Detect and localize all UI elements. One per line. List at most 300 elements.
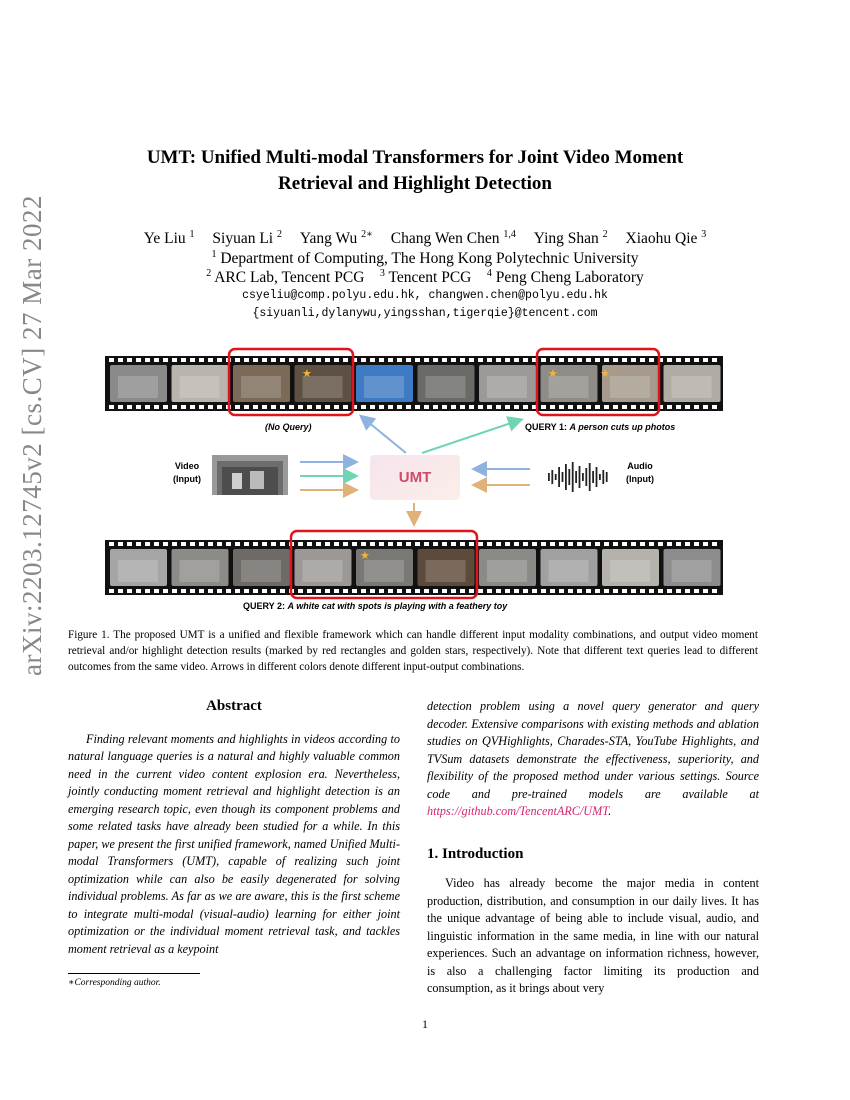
arrow-green-up xyxy=(422,420,520,453)
film-hole xyxy=(415,405,420,409)
star-icon: ★ xyxy=(360,550,370,562)
film-frame-detail xyxy=(180,376,220,398)
film-hole xyxy=(406,542,411,546)
film-hole xyxy=(694,405,699,409)
film-hole xyxy=(523,405,528,409)
footnote: ∗Corresponding author. xyxy=(68,978,161,988)
film-hole xyxy=(487,358,492,362)
film-hole xyxy=(118,405,123,409)
film-hole xyxy=(685,542,690,546)
film-hole xyxy=(109,542,114,546)
film-hole xyxy=(199,405,204,409)
film-frame-detail xyxy=(672,560,712,582)
film-hole xyxy=(676,589,681,593)
film-hole xyxy=(469,358,474,362)
film-hole xyxy=(550,589,555,593)
film-hole xyxy=(433,542,438,546)
author: Xiaohu Qie $^3$ xyxy=(625,229,707,248)
waveform-bar xyxy=(596,467,598,487)
film-hole xyxy=(253,542,258,546)
film-hole xyxy=(577,405,582,409)
film-hole xyxy=(568,589,573,593)
film-hole xyxy=(613,542,618,546)
film-hole xyxy=(352,542,357,546)
film-hole xyxy=(424,405,429,409)
film-hole xyxy=(496,405,501,409)
film-hole xyxy=(622,589,627,593)
film-hole xyxy=(685,589,690,593)
film-hole xyxy=(199,542,204,546)
film-hole xyxy=(424,542,429,546)
film-hole xyxy=(370,405,375,409)
film-frame-detail xyxy=(487,560,527,582)
film-hole xyxy=(262,358,267,362)
title-line-1: UMT: Unified Multi-modal Transformers for Joint Video Moment xyxy=(146,147,684,168)
film-hole xyxy=(523,589,528,593)
film-hole xyxy=(532,589,537,593)
waveform-bar xyxy=(558,467,560,487)
film-frame-detail xyxy=(672,376,712,398)
film-hole xyxy=(415,358,420,362)
film-hole xyxy=(145,589,150,593)
film-hole xyxy=(298,589,303,593)
film-hole xyxy=(595,589,600,593)
film-hole xyxy=(586,542,591,546)
film-hole xyxy=(298,358,303,362)
film-hole xyxy=(136,542,141,546)
film-hole xyxy=(163,589,168,593)
film-hole xyxy=(514,358,519,362)
waveform-bar xyxy=(551,470,553,484)
audio-waveform-icon xyxy=(548,462,608,492)
film-hole xyxy=(532,542,537,546)
film-hole xyxy=(478,542,483,546)
film-hole xyxy=(361,358,366,362)
film-hole xyxy=(640,589,645,593)
film-hole xyxy=(316,405,321,409)
film-hole xyxy=(145,358,150,362)
film-hole xyxy=(640,358,645,362)
film-hole xyxy=(298,542,303,546)
film-hole xyxy=(280,358,285,362)
film-hole xyxy=(541,542,546,546)
film-hole xyxy=(604,542,609,546)
film-hole xyxy=(442,358,447,362)
waveform-bar xyxy=(568,469,570,485)
film-hole xyxy=(280,405,285,409)
star-icon: ★ xyxy=(600,368,610,380)
film-hole xyxy=(559,358,564,362)
right-column xyxy=(427,698,759,998)
film-hole xyxy=(217,405,222,409)
film-hole xyxy=(244,542,249,546)
film-hole xyxy=(694,589,699,593)
film-hole xyxy=(343,358,348,362)
film-hole xyxy=(253,405,258,409)
film-hole xyxy=(496,358,501,362)
star-icon: ★ xyxy=(548,368,558,380)
film-hole xyxy=(316,542,321,546)
film-hole xyxy=(550,358,555,362)
affiliation-1: $^1$ Department of Computing, The Hong Kong Polytechnic University xyxy=(211,249,639,268)
film-hole xyxy=(118,542,123,546)
film-hole xyxy=(352,589,357,593)
film-hole xyxy=(451,405,456,409)
film-hole xyxy=(523,358,528,362)
film-hole xyxy=(136,358,141,362)
film-hole xyxy=(163,405,168,409)
author: Ying Shan $^2$ xyxy=(533,229,608,248)
film-hole xyxy=(478,405,483,409)
film-hole xyxy=(712,589,717,593)
film-hole xyxy=(613,358,618,362)
paper-title xyxy=(60,145,770,197)
film-hole xyxy=(550,542,555,546)
film-hole xyxy=(631,589,636,593)
film-hole xyxy=(478,589,483,593)
film-hole xyxy=(118,358,123,362)
film-hole xyxy=(343,405,348,409)
film-hole xyxy=(127,542,132,546)
film-hole xyxy=(271,589,276,593)
film-hole xyxy=(253,589,258,593)
film-hole xyxy=(694,358,699,362)
film-hole xyxy=(406,358,411,362)
film-hole xyxy=(406,405,411,409)
film-hole xyxy=(307,358,312,362)
film-hole xyxy=(361,589,366,593)
email-line-2: {siyuanli,dylanywu,yingsshan,tigerqie}@tencent.com xyxy=(252,307,598,320)
film-hole xyxy=(703,589,708,593)
film-hole xyxy=(127,405,132,409)
figure-caption: Figure 1. The proposed UMT is a unified and flexible framework which can handle different input modality combinations, and output video moment retrieval and/or highlight detection results (marked by red rectangles and golden stars, respectively). Note that different text queries lead to different outcomes from the same video. Arrows in different colors denote different input-output combinations. xyxy=(68,629,758,673)
film-hole xyxy=(397,358,402,362)
film-frame-detail xyxy=(241,560,281,582)
film-hole xyxy=(676,358,681,362)
film-hole xyxy=(559,405,564,409)
film-hole xyxy=(397,589,402,593)
film-hole xyxy=(181,589,186,593)
film-hole xyxy=(136,589,141,593)
film-hole xyxy=(685,358,690,362)
film-hole xyxy=(649,405,654,409)
film-hole xyxy=(190,358,195,362)
arrow-blue-up xyxy=(362,417,406,453)
waveform-bar xyxy=(565,464,567,490)
film-hole xyxy=(424,589,429,593)
film-hole xyxy=(262,589,267,593)
abstract-text: Finding relevant moments and highlights in videos according to natural language queries is a natural and highly valuable common need in the current video content explosion era. Nevertheless, jointly conducting moment retrieval and highlight detection is an emerging research topic, even though its component problems and some related tasks have already been studied for a while. In this paper, we present the first unified framework, named Unified Multi-modal Transformers (UMT), capable of realizing such joint optimization while can also be easily degenerated for solving individual problems. As far as we are aware, this is the first scheme to integrate multi-modal (visual-audio) learning for either joint optimization or the individual moment retrieval task, and tackles moment retrieval as a keypoint xyxy=(68,731,400,956)
film-frame-detail xyxy=(549,560,589,582)
film-hole xyxy=(388,542,393,546)
film-hole xyxy=(154,358,159,362)
film-hole xyxy=(577,589,582,593)
film-frame-detail xyxy=(610,560,650,582)
film-hole xyxy=(685,405,690,409)
film-hole xyxy=(190,405,195,409)
film-hole xyxy=(487,589,492,593)
film-hole xyxy=(181,358,186,362)
film-hole xyxy=(370,589,375,593)
film-hole xyxy=(172,589,177,593)
film-hole xyxy=(514,589,519,593)
film-frame-detail xyxy=(303,560,343,582)
film-hole xyxy=(559,542,564,546)
film-hole xyxy=(199,589,204,593)
film-hole xyxy=(658,589,663,593)
film-hole xyxy=(622,542,627,546)
film-hole xyxy=(262,542,267,546)
film-hole xyxy=(244,405,249,409)
star-icon: ★ xyxy=(302,368,312,380)
film-frame-detail xyxy=(487,376,527,398)
film-hole xyxy=(370,542,375,546)
waveform-bar xyxy=(555,474,557,480)
film-hole xyxy=(361,405,366,409)
film-hole xyxy=(316,358,321,362)
film-hole xyxy=(235,542,240,546)
abstract-continued: detection problem using a novel query generator and query decoder. Extensive comparisons with existing methods and ablation studies on QVHighlights, Charades-STA, YouTube Highlights, and TVSum datasets demonstrate the effectiveness, superiority, and flexibility of the proposed method under various settings. Source code and pre-trained models are available at https://github.com/TencentARC/UMT. xyxy=(427,699,759,818)
film-hole xyxy=(442,589,447,593)
film-hole xyxy=(145,542,150,546)
film-hole xyxy=(226,542,231,546)
film-hole xyxy=(334,589,339,593)
film-hole xyxy=(271,358,276,362)
video-input-label: (Input) xyxy=(173,474,201,484)
film-hole xyxy=(154,589,159,593)
video-thumbnail xyxy=(212,455,288,495)
film-hole xyxy=(217,589,222,593)
film-hole xyxy=(208,405,213,409)
waveform-bar xyxy=(562,472,564,482)
page-number: 1 xyxy=(422,1017,428,1031)
film-frame-detail xyxy=(241,376,281,398)
film-hole xyxy=(145,405,150,409)
film-hole xyxy=(676,405,681,409)
film-hole xyxy=(379,542,384,546)
film-hole xyxy=(631,542,636,546)
affiliation-2: $^2$ ARC Lab, Tencent PCG $^3$ Tencent PCG $^4$ Peng Cheng Laboratory xyxy=(206,268,644,287)
no-query-label: (No Query) xyxy=(265,422,312,432)
film-hole xyxy=(136,405,141,409)
film-hole xyxy=(568,358,573,362)
film-hole xyxy=(280,589,285,593)
film-hole xyxy=(217,542,222,546)
film-hole xyxy=(703,542,708,546)
film-hole xyxy=(181,542,186,546)
abstract-heading: Abstract xyxy=(206,698,262,714)
film-hole xyxy=(604,358,609,362)
film-hole xyxy=(370,358,375,362)
author: Chang Wen Chen $^{1,4}$ xyxy=(390,229,516,248)
film-hole xyxy=(703,358,708,362)
film-hole xyxy=(523,542,528,546)
waveform-bar xyxy=(599,474,601,480)
film-hole xyxy=(541,358,546,362)
film-hole xyxy=(307,589,312,593)
abstract-section xyxy=(68,698,400,958)
film-hole xyxy=(595,358,600,362)
audio-label: Audio xyxy=(627,461,653,471)
film-hole xyxy=(703,405,708,409)
film-hole xyxy=(478,358,483,362)
film-hole xyxy=(217,358,222,362)
film-hole xyxy=(109,405,114,409)
film-hole xyxy=(163,542,168,546)
film-hole xyxy=(190,542,195,546)
film-hole xyxy=(568,542,573,546)
film-hole xyxy=(640,542,645,546)
film-strip-top xyxy=(105,356,723,411)
film-hole xyxy=(415,542,420,546)
film-hole xyxy=(694,542,699,546)
film-hole xyxy=(415,589,420,593)
film-hole xyxy=(559,589,564,593)
film-hole xyxy=(649,589,654,593)
film-hole xyxy=(505,589,510,593)
waveform-bar xyxy=(589,463,591,491)
waveform-bar xyxy=(579,466,581,488)
film-hole xyxy=(190,589,195,593)
waveform-bar xyxy=(575,471,577,483)
author: Yang Wu $^{2∗}$ xyxy=(299,229,373,248)
film-hole xyxy=(577,358,582,362)
film-hole xyxy=(379,405,384,409)
email-line-1: csyeliu@comp.polyu.edu.hk, changwen.chen@polyu.edu.hk xyxy=(242,289,608,302)
waveform-bar xyxy=(548,473,550,481)
author: Ye Liu $^1$ xyxy=(143,229,195,248)
waveform-bar xyxy=(602,470,604,484)
code-link[interactable]: https://github.com/TencentARC/UMT xyxy=(427,804,609,818)
film-hole xyxy=(631,405,636,409)
author: Siyuan Li $^2$ xyxy=(212,229,282,248)
film-hole xyxy=(127,358,132,362)
film-hole xyxy=(469,405,474,409)
film-hole xyxy=(127,589,132,593)
film-hole xyxy=(514,542,519,546)
film-hole xyxy=(262,405,267,409)
film-hole xyxy=(118,589,123,593)
film-hole xyxy=(289,405,294,409)
film-hole xyxy=(712,405,717,409)
film-strip-bottom xyxy=(105,540,723,595)
film-hole xyxy=(316,589,321,593)
film-hole xyxy=(649,358,654,362)
film-hole xyxy=(271,542,276,546)
film-hole xyxy=(208,542,213,546)
film-hole xyxy=(460,358,465,362)
film-hole xyxy=(379,589,384,593)
film-hole xyxy=(334,542,339,546)
film-hole xyxy=(253,358,258,362)
film-hole xyxy=(640,405,645,409)
film-hole xyxy=(541,405,546,409)
film-hole xyxy=(667,542,672,546)
film-hole xyxy=(397,405,402,409)
film-hole xyxy=(577,542,582,546)
film-hole xyxy=(514,405,519,409)
film-hole xyxy=(334,358,339,362)
film-hole xyxy=(343,542,348,546)
film-hole xyxy=(622,358,627,362)
film-hole xyxy=(541,589,546,593)
film-hole xyxy=(163,358,168,362)
film-hole xyxy=(586,358,591,362)
figure-diagram xyxy=(100,345,740,620)
film-hole xyxy=(226,589,231,593)
film-hole xyxy=(451,358,456,362)
film-hole xyxy=(244,358,249,362)
film-frame-detail xyxy=(364,560,404,582)
film-hole xyxy=(172,358,177,362)
film-hole xyxy=(289,358,294,362)
film-hole xyxy=(676,542,681,546)
film-hole xyxy=(460,589,465,593)
film-hole xyxy=(433,358,438,362)
film-hole xyxy=(235,405,240,409)
film-hole xyxy=(667,358,672,362)
film-hole xyxy=(451,542,456,546)
film-hole xyxy=(199,358,204,362)
film-hole xyxy=(433,589,438,593)
film-hole xyxy=(379,358,384,362)
film-hole xyxy=(568,405,573,409)
waveform-bar xyxy=(606,472,608,482)
film-hole xyxy=(181,405,186,409)
film-hole xyxy=(622,405,627,409)
film-hole xyxy=(307,542,312,546)
film-hole xyxy=(487,405,492,409)
film-hole xyxy=(469,542,474,546)
film-hole xyxy=(712,542,717,546)
film-hole xyxy=(667,405,672,409)
film-hole xyxy=(307,405,312,409)
film-hole xyxy=(388,405,393,409)
film-hole xyxy=(649,542,654,546)
film-hole xyxy=(496,589,501,593)
film-hole xyxy=(235,589,240,593)
film-hole xyxy=(505,405,510,409)
film-hole xyxy=(361,542,366,546)
film-hole xyxy=(631,358,636,362)
film-hole xyxy=(613,405,618,409)
film-hole xyxy=(460,542,465,546)
film-hole xyxy=(325,358,330,362)
film-hole xyxy=(325,589,330,593)
film-hole xyxy=(172,542,177,546)
film-hole xyxy=(208,358,213,362)
film-hole xyxy=(406,589,411,593)
arxiv-sidebar: arXiv:2203.12745v2 [cs.CV] 27 Mar 2022 xyxy=(17,195,47,676)
film-hole xyxy=(388,358,393,362)
film-hole xyxy=(235,358,240,362)
film-hole xyxy=(325,405,330,409)
intro-heading: 1. Introduction xyxy=(427,845,524,862)
film-hole xyxy=(712,358,717,362)
film-hole xyxy=(613,589,618,593)
film-hole xyxy=(505,358,510,362)
film-frame-detail xyxy=(180,560,220,582)
film-hole xyxy=(451,589,456,593)
film-hole xyxy=(325,542,330,546)
film-hole xyxy=(343,589,348,593)
film-hole xyxy=(433,405,438,409)
film-hole xyxy=(667,589,672,593)
film-frame-detail xyxy=(426,376,466,398)
film-hole xyxy=(442,405,447,409)
film-hole xyxy=(298,405,303,409)
film-hole xyxy=(595,405,600,409)
